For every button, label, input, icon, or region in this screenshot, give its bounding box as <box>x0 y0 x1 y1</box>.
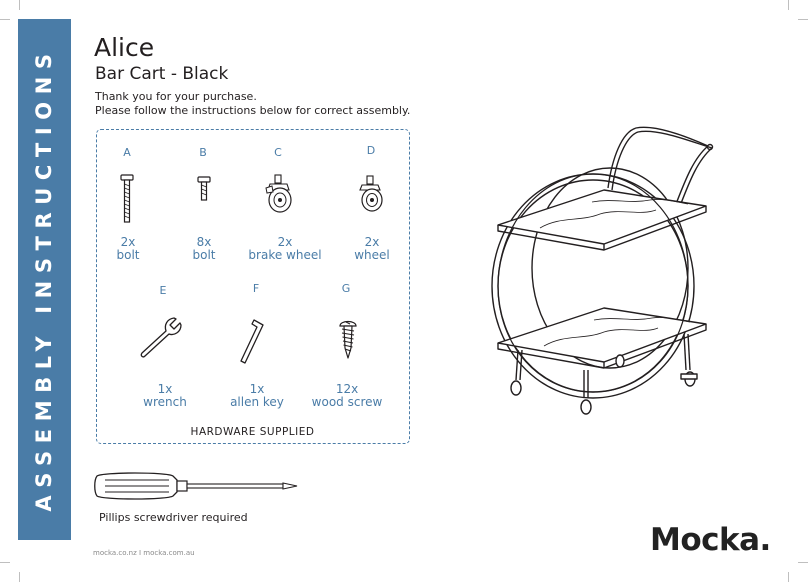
allen-key-icon <box>237 317 271 367</box>
crop-mark <box>19 572 20 582</box>
crop-mark <box>0 19 10 20</box>
item-letter: E <box>159 284 167 297</box>
bolt-short-icon <box>196 176 212 202</box>
crop-mark <box>0 562 10 563</box>
item-count: 2x <box>277 235 293 249</box>
item-caption <box>317 236 427 262</box>
item-count: 2x <box>120 235 136 249</box>
brand-logo: Mocka. <box>650 522 771 558</box>
item-count: 1x <box>249 382 265 396</box>
product-subtitle: Bar Cart - Black <box>95 64 229 84</box>
item-name: brake wheel <box>248 248 322 262</box>
item-letter: F <box>252 282 260 295</box>
intro-line: Thank you for your purchase. <box>95 90 257 103</box>
item-name: wrench <box>143 395 187 409</box>
tool-caption: Pillips screwdriver required <box>99 511 248 524</box>
item-letter: A <box>123 146 131 159</box>
item-count: 8x <box>196 235 212 249</box>
item-letter: C <box>274 146 282 159</box>
sidebar-title: ASSEMBLY INSTRUCTIONS <box>32 46 56 512</box>
item-caption <box>292 383 402 409</box>
item-name: allen key <box>230 395 284 409</box>
crop-mark <box>19 0 20 10</box>
item-name: wheel <box>354 248 390 262</box>
crop-mark <box>788 0 789 10</box>
bolt-long-icon <box>119 174 135 224</box>
wood-screw-icon <box>338 318 358 360</box>
item-count: 1x <box>157 382 173 396</box>
item-count: 12x <box>335 382 359 396</box>
footer-websites: mocka.co.nz I mocka.com.au <box>93 549 195 557</box>
product-name: Alice <box>94 33 155 62</box>
intro-line: Please follow the instructions below for correct assembly. <box>95 104 411 117</box>
item-count: 2x <box>364 235 380 249</box>
brake-wheel-icon <box>263 174 295 214</box>
crop-mark <box>788 572 789 582</box>
intro-text <box>95 90 410 118</box>
item-letter: D <box>366 144 376 157</box>
bar-cart-illustration <box>480 118 720 424</box>
crop-mark <box>798 562 808 563</box>
item-name: bolt <box>116 248 140 262</box>
hardware-supplied-label: HARDWARE SUPPLIED <box>190 426 315 438</box>
wheel-icon <box>356 175 386 213</box>
item-name: bolt <box>192 248 216 262</box>
wrench-icon <box>136 315 184 359</box>
item-letter: B <box>199 146 207 159</box>
item-letter: G <box>341 282 351 295</box>
crop-mark <box>798 19 808 20</box>
screwdriver-icon <box>93 470 303 502</box>
item-name: wood screw <box>311 395 383 409</box>
